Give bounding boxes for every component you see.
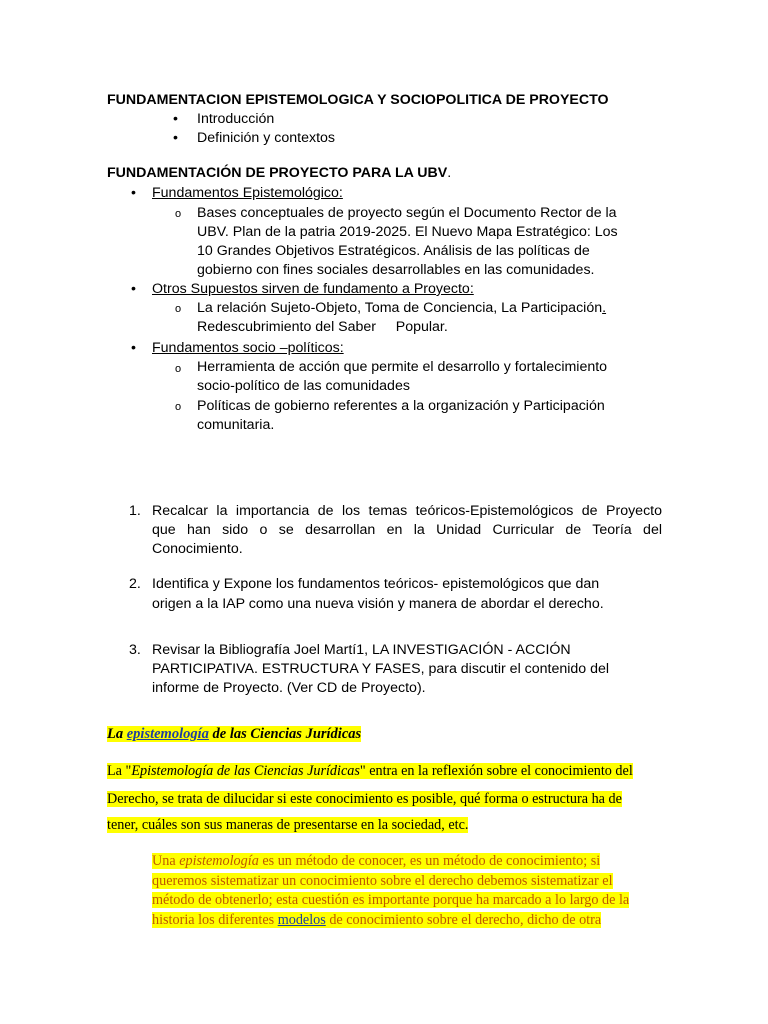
section-b-line-text: La relación Sujeto-Objeto, Toma de Conciencia, La Participación bbox=[197, 300, 603, 316]
para2-line2: queremos sistematizar un conocimiento sobre el derecho debemos sistematizar el bbox=[152, 873, 613, 889]
numbered-line: Revisar la Bibliografía Joel Martí1, LA INVESTIGACIÓN - ACCIÓN bbox=[152, 642, 571, 658]
para1-line bbox=[107, 789, 622, 809]
epistemologia-heading bbox=[107, 724, 361, 744]
section-b-line-end: . bbox=[602, 300, 607, 316]
sub-bullet-icon: o bbox=[175, 401, 182, 413]
numbered-line: informe de Proyecto. (Ver CD de Proyecto). bbox=[152, 680, 426, 696]
numbered-line: Conocimiento. bbox=[152, 541, 243, 557]
heading-fundamentos-epistemologico: Fundamentos Epistemológico: bbox=[152, 185, 343, 201]
heading-fundamentos-socio-politicos: Fundamentos socio –políticos: bbox=[152, 340, 344, 356]
para1-line1-pre: La " bbox=[107, 763, 132, 779]
section-c-line: Políticas de gobierno referentes a la organización y Participación bbox=[197, 398, 605, 414]
bullet-icon: • bbox=[131, 185, 136, 201]
bullet-icon: • bbox=[131, 340, 136, 356]
para2-line1-pre: Una bbox=[152, 853, 180, 869]
bullet-icon: • bbox=[173, 130, 178, 146]
section-b-line: Redescubrimiento del Saber Popular. bbox=[197, 319, 448, 335]
para1-line3: tener, cuáles son sus maneras de presentarse en la sociedad, etc. bbox=[107, 817, 469, 833]
section-a-line: UBV. Plan de la patria 2019-2025. El Nuevo Mapa Estratégico: Los bbox=[197, 224, 618, 240]
epistemologia-link[interactable]: epistemología bbox=[126, 726, 209, 742]
document-title: FUNDAMENTACION EPISTEMOLOGICA Y SOCIOPOLITICA DE PROYECTO bbox=[107, 92, 609, 108]
list-number: 3. bbox=[129, 642, 141, 658]
sub-bullet-icon: o bbox=[175, 363, 182, 375]
numbered-line: que han sido o se desarrollan en la Unidad Curricular de Teoría del bbox=[152, 522, 662, 538]
para2-line bbox=[152, 891, 629, 910]
para2-line bbox=[152, 872, 613, 891]
para2-line1-post: es un método de conocer, es un método de conocimiento; si bbox=[258, 853, 601, 869]
sub-bullet-icon: o bbox=[175, 208, 182, 220]
para2-line4-post: de conocimiento sobre el derecho, dicho de otra bbox=[325, 912, 602, 928]
heading-pre: La bbox=[107, 726, 127, 742]
numbered-line: origen a la IAP como una nueva visión y manera de abordar el derecho. bbox=[152, 596, 604, 612]
section-c-line: Herramienta de acción que permite el desarrollo y fortalecimiento bbox=[197, 359, 608, 375]
para2-line4-pre: historia los diferentes bbox=[152, 912, 278, 928]
para2-line1-em: epistemología bbox=[179, 853, 259, 869]
section-b-line bbox=[197, 299, 606, 318]
section-a-line: Bases conceptuales de proyecto según el Documento Rector de la bbox=[197, 205, 617, 221]
bullet-icon: • bbox=[131, 281, 136, 297]
numbered-line: Identifica y Expone los fundamentos teóricos- epistemológicos que dan bbox=[152, 576, 600, 592]
section-c-line: comunitaria. bbox=[197, 417, 275, 433]
para2-line bbox=[152, 911, 601, 930]
section-a-line: 10 Grandes Objetivos Estratégicos. Análisis de las políticas de bbox=[197, 243, 590, 259]
heading-post: de las Ciencias Jurídicas bbox=[208, 726, 362, 742]
heading-otros-supuestos: Otros Supuestos sirven de fundamento a Proyecto: bbox=[152, 281, 474, 297]
para2-line3: método de obtenerlo; esta cuestión es importante porque ha marcado a lo largo de la bbox=[152, 892, 630, 908]
list-item-introduccion: Introducción bbox=[197, 111, 275, 127]
list-number: 1. bbox=[129, 503, 141, 519]
section-title bbox=[107, 164, 451, 183]
sub-bullet-icon: o bbox=[175, 303, 182, 315]
section-title-period: . bbox=[447, 165, 452, 181]
para1-line1-post: " entra en la reflexión sobre el conocimiento del bbox=[359, 763, 633, 779]
para2-line bbox=[152, 852, 600, 871]
list-number: 2. bbox=[129, 576, 141, 592]
modelos-link[interactable]: modelos bbox=[277, 912, 326, 928]
section-a-line: gobierno con fines sociales desarrollables en las comunidades. bbox=[197, 262, 595, 278]
para1-line bbox=[107, 815, 468, 835]
list-item-definicion: Definición y contextos bbox=[197, 130, 336, 146]
section-title-text: FUNDAMENTACIÓN DE PROYECTO PARA LA UBV bbox=[107, 165, 448, 181]
bullet-icon: • bbox=[173, 111, 178, 127]
numbered-line: Recalcar la importancia de los temas teóricos-Epistemológicos de Proyecto bbox=[152, 503, 662, 519]
para1-line1-em: Epistemología de las Ciencias Jurídicas bbox=[131, 763, 360, 779]
numbered-line: PARTICIPATIVA. ESTRUCTURA Y FASES, para discutir el contenido del bbox=[152, 661, 610, 677]
para1-line bbox=[107, 761, 633, 781]
para1-line2: Derecho, se trata de dilucidar si este conocimiento es posible, qué forma o estructura ha de bbox=[107, 791, 622, 807]
section-c-line: socio-político de las comunidades bbox=[197, 378, 410, 394]
